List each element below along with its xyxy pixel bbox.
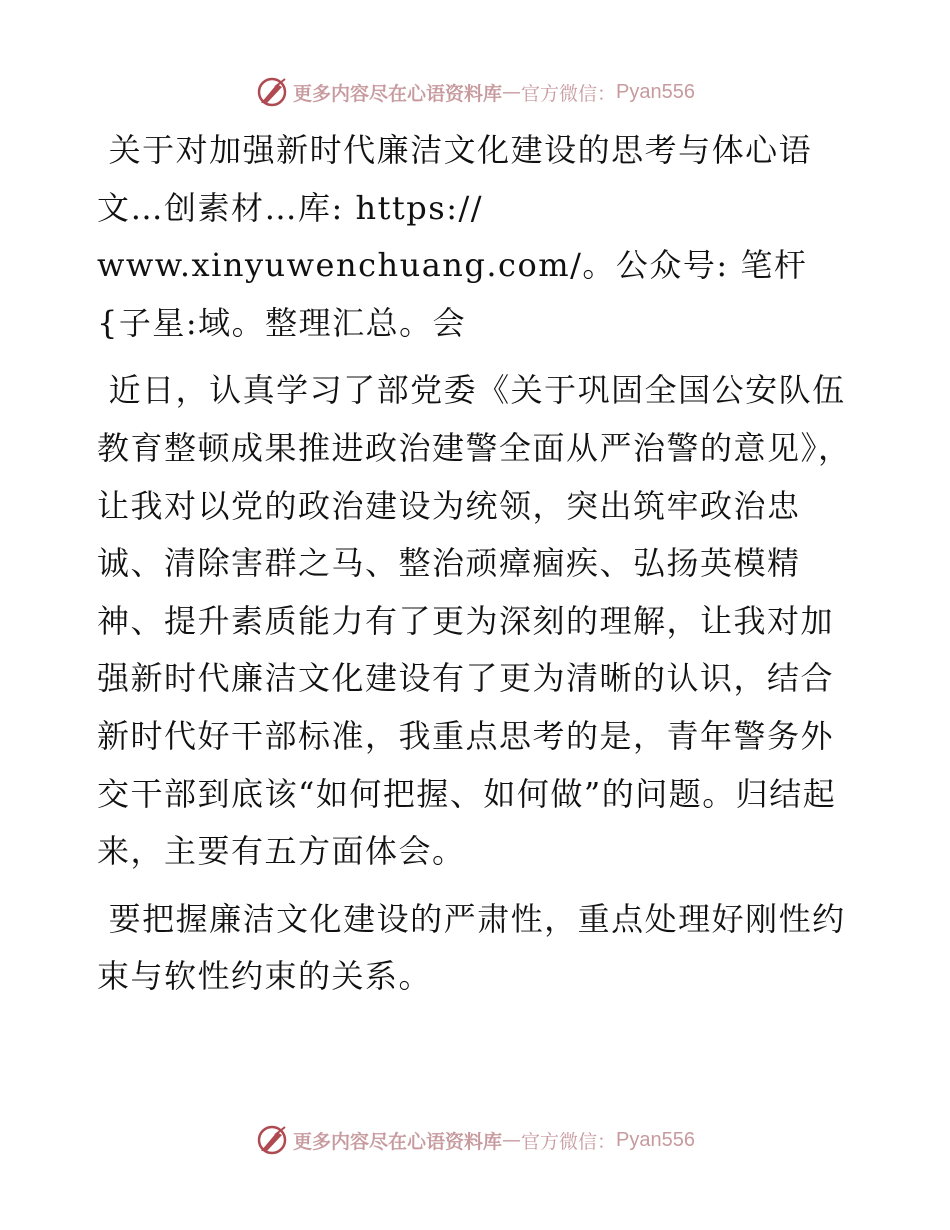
header-watermark-banner: [0, 72, 950, 112]
header-banner-wechat-id: Pyan556: [616, 80, 695, 103]
quill-logo-icon: [255, 1123, 289, 1157]
footer-banner-official: 官方微信：: [521, 1130, 617, 1153]
paragraph-intro: 近日，认真学习了部党委《关于巩固全国公安队伍教育整顿成果推进政治建警全面从严治警的意见》，让我对以党的政治建设为统领，突出筑牢政治忠诚、清除害群之马、整治顽瘴痼疾、弘扬英模精神、提升素质能力有了更为深刻的理解，让我对加强新时代廉洁文化建设有了更为清晰的认识，结合新时代好干部标准，我重点思考的是，青年警务外交干部到底该“如何把握、如何做”的问题。归结起来，主要有五方面体会。: [97, 371, 852, 871]
footer-banner-text: 更多内容尽在心语资料库: [293, 1130, 503, 1153]
paragraph-title-source: 关于对加强新时代廉洁文化建设的思考与体心语文…创素材…库: https:// www.xinyuwenchuang.com/。公众号: 笔杆{子星:域。整理汇总。会: [97, 131, 813, 342]
footer-banner-dash: —: [502, 1129, 522, 1151]
header-banner-text: 更多内容尽在心语资料库: [293, 82, 503, 105]
header-banner-dash: —: [502, 81, 522, 103]
header-banner-official: 官方微信：: [521, 82, 617, 105]
quill-logo-icon: [255, 75, 289, 109]
footer-watermark-banner: [0, 1120, 950, 1160]
paragraph-point-one: 要把握廉洁文化建设的严肃性，重点处理好刚性约束与软性约束的关系。: [97, 899, 846, 996]
footer-banner-wechat-id: Pyan556: [616, 1128, 695, 1151]
document-body: [97, 122, 857, 1016]
